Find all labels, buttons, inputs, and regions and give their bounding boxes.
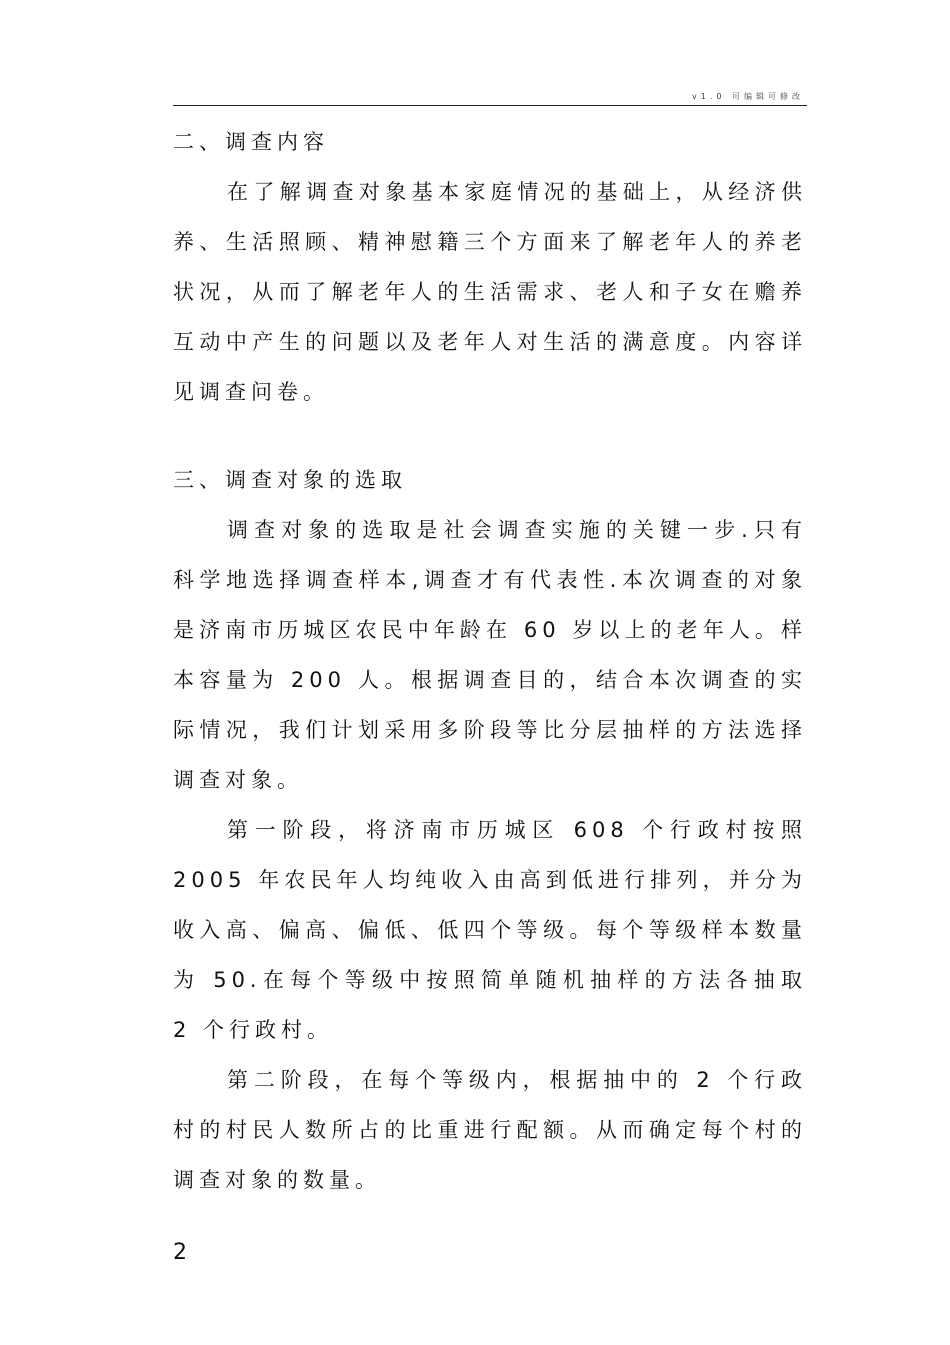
body-paragraph: 第一阶段，将济南市历城区 608 个行政村按照 2005 年农民年人均纯收入由高到低进行排列，并分为收入高、偏高、偏低、低四个等级。每个等级样本数量为 50.在每个等级中按照简单随机抽样的方法各抽取 2 个行政村。 bbox=[173, 818, 807, 1042]
section-survey-subjects bbox=[173, 455, 807, 1205]
section-spacer bbox=[173, 417, 807, 455]
body-paragraph: 调查对象的选取是社会调查实施的关键一步.只有科学地选择调查样本,调查才有代表性.本次调查的对象是济南市历城区农民中年龄在 60 岁以上的老年人。样本容量为 200 人。根据调查目的，结合本次调查的实际情况，我们计划采用多阶段等比分层抽样的方法选择调查对象。 bbox=[173, 518, 807, 792]
section-heading: 三、调查对象的选取 bbox=[173, 468, 407, 492]
header-version-text: v1.0 可编辑可修改 bbox=[692, 92, 804, 101]
section-heading: 二、调查内容 bbox=[173, 130, 329, 154]
header-divider bbox=[173, 105, 807, 106]
body-paragraph: 在了解调查对象基本家庭情况的基础上，从经济供养、生活照顾、精神慰籍三个方面来了解老年人的养老状况，从而了解老年人的生活需求、老人和子女在赡养互动中产生的问题以及老年人对生活的满意度。内容详见调查问卷。 bbox=[173, 180, 807, 404]
document-body bbox=[173, 117, 807, 1205]
section-survey-content bbox=[173, 117, 807, 417]
page-number: 2 bbox=[173, 1240, 187, 1265]
body-paragraph: 第二阶段，在每个等级内，根据抽中的 2 个行政村的村民人数所占的比重进行配额。从而确定每个村的调查对象的数量。 bbox=[173, 1068, 807, 1192]
